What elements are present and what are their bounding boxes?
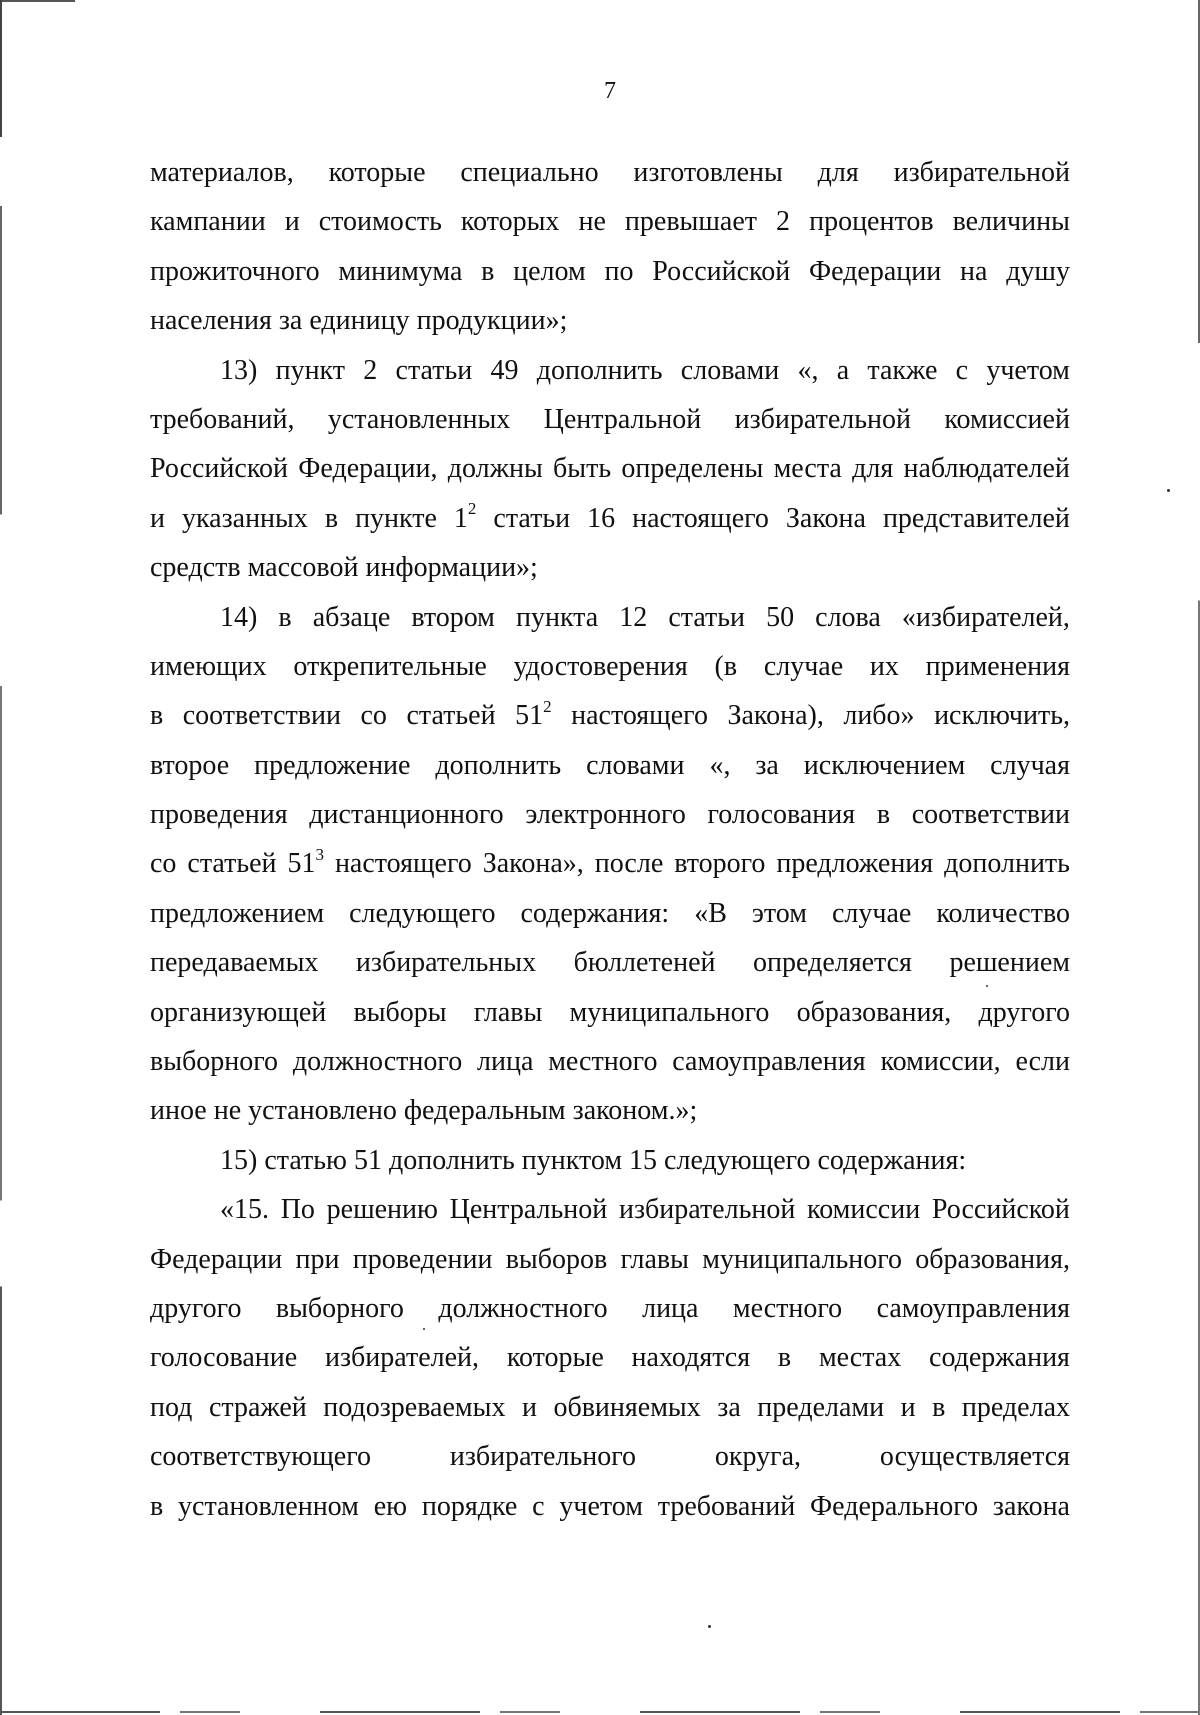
- word: Центральной: [543, 403, 702, 435]
- word: кампании: [150, 206, 266, 238]
- word: проведения: [150, 799, 288, 831]
- word: 50: [766, 601, 795, 633]
- word: другого: [150, 1292, 242, 1324]
- text-line: [150, 1333, 1070, 1382]
- word: их: [869, 650, 899, 682]
- word: единицу: [309, 305, 410, 337]
- text-line: [150, 296, 1070, 345]
- word: учетом: [559, 1490, 643, 1522]
- word: статьи: [493, 502, 571, 534]
- word: статьи: [668, 601, 746, 633]
- word: душу: [1006, 255, 1070, 287]
- word: установленных: [327, 403, 511, 435]
- word: слова: [815, 601, 881, 633]
- word: следующего: [664, 1144, 811, 1176]
- word: должностного: [292, 1046, 463, 1078]
- word: обвиняемых: [553, 1391, 701, 1423]
- word: предложение: [254, 749, 411, 781]
- word: превышает: [624, 206, 758, 238]
- text-line: [150, 247, 1070, 296]
- word: Российской: [150, 453, 288, 485]
- word: должностного: [438, 1292, 608, 1324]
- text-line: [150, 444, 1070, 493]
- word: избирательного: [449, 1441, 636, 1473]
- word: целом: [513, 255, 586, 287]
- word: муниципального: [702, 1243, 903, 1275]
- text-line: [150, 494, 1070, 543]
- word: удостоверения: [513, 650, 688, 682]
- text-line: [150, 691, 1070, 740]
- scan-edge-bottom: [0, 1711, 1200, 1713]
- word: минимума: [338, 255, 463, 287]
- word: «,: [709, 749, 731, 781]
- text-line: [150, 395, 1070, 444]
- word: в: [150, 1490, 164, 1522]
- word: электронного: [525, 799, 686, 831]
- word: и: [284, 206, 300, 238]
- word: местах: [818, 1342, 902, 1374]
- word: статью: [264, 1144, 347, 1176]
- word: информации»;: [365, 552, 538, 584]
- word: указанных: [181, 502, 308, 534]
- word: определены: [621, 453, 764, 485]
- word: за: [755, 749, 779, 781]
- word: в: [777, 1342, 792, 1374]
- text-line: [150, 790, 1070, 839]
- word: случае: [831, 897, 912, 929]
- word: Федерации,: [298, 453, 438, 485]
- text-line: [150, 889, 1070, 938]
- word: избирателей,: [325, 1342, 480, 1374]
- document-body: [150, 148, 1070, 1531]
- word: избирательных: [355, 947, 537, 979]
- word: за: [717, 1391, 741, 1423]
- text-line: [150, 1086, 1070, 1135]
- word: округа,: [714, 1441, 802, 1473]
- word: требований,: [150, 403, 295, 435]
- word: Российской: [931, 1194, 1070, 1226]
- scan-speck: [986, 985, 988, 987]
- scan-edge-left: [0, 0, 2, 1715]
- word: содержания: [929, 1342, 1070, 1374]
- word: организующей: [150, 996, 327, 1028]
- word: пункте: [355, 502, 437, 534]
- word: материалов,: [150, 157, 294, 188]
- word: в: [876, 799, 891, 831]
- word: федеральным: [403, 1095, 566, 1127]
- text-line: [150, 543, 1070, 592]
- scan-speck: [1167, 489, 1170, 492]
- word: по: [604, 255, 634, 287]
- word: статьи: [395, 354, 473, 386]
- word: выборов: [505, 1243, 608, 1275]
- word: ею: [373, 1490, 408, 1522]
- word: «15.: [220, 1194, 269, 1226]
- word: стоимость: [318, 206, 442, 238]
- word: избирательной: [893, 157, 1070, 188]
- word: процентов: [809, 206, 934, 238]
- word: в: [278, 601, 292, 633]
- word: в: [324, 502, 339, 534]
- word: представителей: [882, 502, 1070, 534]
- word: населения: [150, 305, 272, 337]
- superscript: 3: [315, 845, 324, 865]
- word: порядке: [421, 1490, 518, 1522]
- text-line: [150, 593, 1070, 642]
- word: Федерации: [150, 1243, 283, 1275]
- text-line: [150, 1383, 1070, 1432]
- scan-speck: [708, 1625, 711, 1628]
- word: изготовлены: [633, 157, 783, 188]
- word: с: [532, 1490, 545, 1522]
- word: должны: [447, 453, 543, 485]
- word: 15: [629, 1144, 658, 1176]
- word: места: [773, 453, 842, 485]
- word: исключением: [803, 749, 966, 781]
- word: на: [960, 255, 988, 287]
- word: подозреваемых: [323, 1391, 506, 1423]
- word: пунктом: [521, 1144, 623, 1176]
- word: если: [1015, 1046, 1070, 1078]
- scan-edge-top: [0, 0, 75, 2]
- word: предложением: [150, 897, 325, 929]
- text-line: [150, 839, 1070, 888]
- word: со: [360, 700, 387, 732]
- word: выборного: [275, 1292, 404, 1324]
- word: для: [817, 157, 859, 188]
- word: $1^2$: [453, 499, 477, 534]
- word: $51^2$: [515, 696, 552, 732]
- word: второго: [674, 848, 766, 880]
- word: Центральной: [449, 1194, 608, 1226]
- word: содержания:: [520, 897, 670, 929]
- word: а: [836, 354, 850, 386]
- word: и: [521, 1391, 537, 1423]
- word: имеющих: [150, 650, 267, 682]
- word: дополнить: [435, 749, 562, 781]
- word: быть: [553, 453, 612, 485]
- word: «,: [797, 354, 819, 386]
- word: иное: [150, 1095, 207, 1127]
- text-line: [150, 148, 1070, 197]
- word: 49: [490, 354, 519, 386]
- word: комиссии,: [880, 1046, 1001, 1078]
- word: за: [278, 305, 303, 337]
- word: которых: [460, 206, 560, 238]
- word: соответствии: [182, 700, 341, 732]
- word: случае: [763, 650, 844, 682]
- word: главы: [620, 1243, 689, 1275]
- word: наблюдателей: [903, 453, 1070, 485]
- word: количество: [936, 897, 1070, 929]
- word: с: [955, 354, 969, 386]
- word: при: [295, 1243, 340, 1275]
- word: находятся: [631, 1342, 751, 1374]
- word: статьей: [187, 848, 277, 880]
- text-line: [150, 1432, 1070, 1481]
- word: которые: [506, 1342, 604, 1374]
- word: 13): [220, 354, 258, 386]
- word: комиссии: [807, 1194, 921, 1226]
- word: самоуправления: [876, 1292, 1070, 1324]
- text-line: [150, 346, 1070, 395]
- word: установлено: [248, 1095, 397, 1127]
- word: (в: [714, 650, 738, 682]
- word: средств: [150, 552, 241, 584]
- word: под: [150, 1391, 193, 1423]
- word: исключить,: [934, 700, 1070, 732]
- word: учетом: [986, 354, 1070, 386]
- word: 2: [776, 206, 791, 238]
- word: 14): [220, 601, 258, 633]
- word: предложения: [776, 848, 934, 880]
- word: со: [150, 848, 177, 880]
- word: бюллетеней: [573, 947, 716, 979]
- word: голосование: [150, 1342, 298, 1374]
- word: дополнить: [388, 1144, 515, 1176]
- word: открепительные: [293, 650, 487, 682]
- superscript: 2: [543, 696, 552, 716]
- word: дистанционного: [309, 799, 504, 831]
- word: для: [852, 453, 894, 485]
- word: этом: [751, 897, 807, 929]
- word: после: [594, 848, 664, 880]
- word: лица: [477, 1046, 534, 1078]
- word: прожиточного: [150, 255, 320, 287]
- word: либо»: [843, 700, 915, 732]
- text-line: [150, 1185, 1070, 1234]
- superscript: 2: [467, 499, 477, 519]
- word: комиссией: [944, 403, 1070, 435]
- text-line: [150, 1037, 1070, 1086]
- text-line: [150, 1136, 1070, 1185]
- word: осуществляется: [879, 1441, 1070, 1473]
- word: в: [932, 1391, 946, 1423]
- text-line: [150, 741, 1070, 790]
- word: проведении: [352, 1243, 493, 1275]
- word: и: [150, 502, 165, 534]
- word: образования,: [796, 996, 952, 1028]
- word: величины: [952, 206, 1070, 238]
- word: образования,: [915, 1243, 1070, 1275]
- word: выборного: [150, 1046, 279, 1078]
- word: втором: [411, 601, 495, 633]
- word: муниципального: [569, 996, 770, 1028]
- word: передаваемых: [150, 947, 319, 979]
- word: дополнить: [536, 354, 663, 386]
- word: и: [900, 1391, 916, 1423]
- word: избирательной: [734, 403, 911, 435]
- word: закона: [992, 1490, 1070, 1522]
- word: в: [481, 255, 495, 287]
- word: Закона: [785, 502, 866, 534]
- word: пункт: [275, 354, 346, 386]
- word: настоящего: [334, 848, 472, 880]
- word: 2: [363, 354, 378, 386]
- word: специально: [460, 157, 599, 188]
- word: массовой: [247, 552, 359, 584]
- word: выборы: [353, 996, 447, 1028]
- word: словами: [586, 749, 685, 781]
- word: «избирателей,: [901, 601, 1070, 633]
- word: второе: [150, 749, 230, 781]
- word: соответствующего: [150, 1441, 371, 1473]
- word: в: [150, 700, 164, 732]
- word: местного: [732, 1292, 843, 1324]
- word: следующего: [349, 897, 496, 929]
- word: «В: [694, 897, 727, 929]
- word: местного: [548, 1046, 658, 1078]
- word: дополнить: [944, 848, 1070, 880]
- word: пределами: [757, 1391, 885, 1423]
- word: абзаце: [312, 601, 391, 633]
- word: статьей: [406, 700, 496, 732]
- word: словами: [680, 354, 780, 386]
- text-line: [150, 642, 1070, 691]
- word: настоящего: [571, 700, 708, 732]
- word: содержания:: [817, 1144, 967, 1176]
- word: также: [867, 354, 938, 386]
- word: продукции»;: [416, 305, 568, 337]
- word: установленном: [178, 1490, 359, 1522]
- word: соответствии: [911, 799, 1070, 831]
- text-line: [150, 1482, 1070, 1531]
- word: не: [213, 1095, 242, 1127]
- word: Закона»,: [482, 848, 584, 880]
- word: 12: [619, 601, 648, 633]
- word: Закона),: [727, 700, 824, 732]
- word: другого: [978, 996, 1070, 1028]
- word: пределах: [961, 1391, 1070, 1423]
- word: главы: [473, 996, 543, 1028]
- word: лица: [642, 1292, 699, 1324]
- text-line: [150, 1235, 1070, 1284]
- word: Федерации: [809, 255, 942, 287]
- word: 51: [353, 1144, 382, 1176]
- word: стражей: [208, 1391, 307, 1423]
- word: которые: [328, 157, 426, 188]
- word: решением: [949, 947, 1070, 979]
- word: Федерального: [810, 1490, 979, 1522]
- word: Российской: [652, 255, 791, 287]
- page-number: 7: [604, 78, 616, 104]
- word: По: [280, 1194, 315, 1226]
- word: требований: [657, 1490, 796, 1522]
- word: решению: [326, 1194, 438, 1226]
- word: 16: [587, 502, 616, 534]
- word: определяется: [753, 947, 912, 979]
- scan-speck: [423, 1328, 425, 1330]
- text-line: [150, 1284, 1070, 1333]
- word: избирательной: [618, 1194, 796, 1226]
- word: самоуправления: [672, 1046, 866, 1078]
- word: случая: [990, 749, 1070, 781]
- text-line: [150, 197, 1070, 246]
- word: 15): [220, 1144, 258, 1176]
- word: $51^3$: [287, 845, 324, 880]
- word: голосования: [707, 799, 856, 831]
- word: применения: [925, 650, 1070, 682]
- text-line: [150, 988, 1070, 1037]
- word: настоящего: [632, 502, 769, 534]
- word: законом.»;: [572, 1095, 698, 1127]
- text-line: [150, 938, 1070, 987]
- word: не: [578, 206, 606, 238]
- word: пункта: [515, 601, 599, 633]
